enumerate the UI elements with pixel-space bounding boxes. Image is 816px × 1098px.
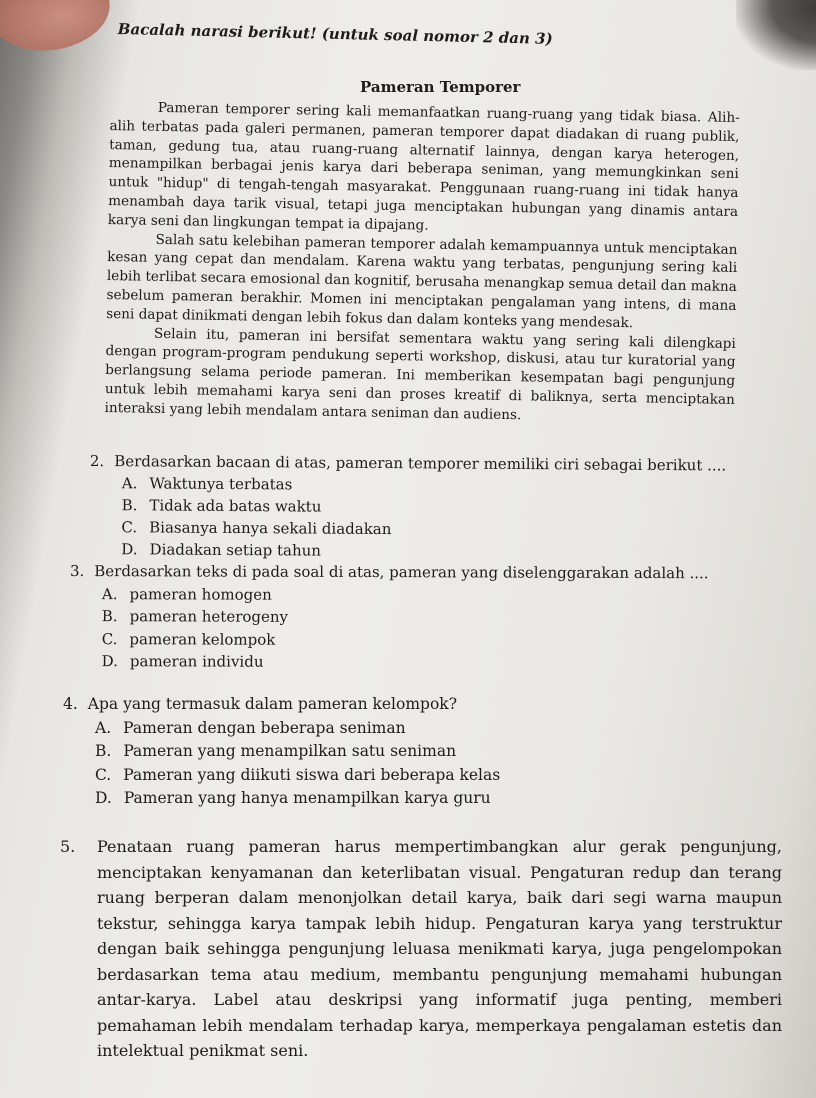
option-letter: C.: [95, 765, 112, 784]
answer-option[interactable]: [102, 605, 709, 630]
option-text: Pameran yang diikuti siswa dari beberapa kelas: [123, 765, 501, 784]
option-text: Pameran yang menampilkan satu seniman: [123, 742, 457, 760]
answer-options: [95, 717, 500, 811]
passage-paragraph: Selain itu, pameran ini bersifat sementara waktu yang sering kali dilengkapi dengan program-program pendukung seperti workshop, diskusi, atau tur kuratorial yang berlangsung selama periode pameran. Ini memberikan kesempatan bagi pengunjung untuk lebih memahami karya seni dan proses kreatif di baliknya, serta menciptakan interaksi yang lebih mendalam antara seniman dan audiens.: [104, 325, 736, 423]
option-letter: A.: [121, 474, 138, 493]
option-letter: B.: [121, 496, 138, 515]
option-text: Biasanya hanya sekali diadakan: [149, 518, 392, 539]
question-number: 2.: [89, 451, 105, 471]
option-letter: A.: [95, 718, 112, 737]
option-text: pameran kelompok: [129, 629, 276, 649]
question-text: Berdasarkan bacaan di atas, pameran temporer memiliki ciri sebagai berikut ....: [114, 452, 727, 475]
answer-option[interactable]: [95, 787, 500, 811]
option-text: Pameran yang hanya menampilkan karya guru: [123, 789, 491, 807]
answer-options: [102, 583, 709, 675]
option-text: pameran individu: [129, 652, 264, 671]
option-letter: C.: [121, 518, 138, 537]
question-text: Penataan ruang pameran harus mempertimbangkan alur gerak pengunjung, menciptakan kenyamanan dan keterlibatan visual. Pengaturan redup dan terang ruang berperan dalam menonjolkan detail karya, baik dari segi warna maupun tekstur, sehingga karya tampak lebih hidup. Pengaturan karya yang terstruktur dengan baik sehingga pengunjung leluasa menikmati karya, juga pengelompokan berdasarkan tema atau medium, membantu pengunjung memahami hubungan antar-karya. Label atau deskripsi yang informatif juga penting, memberi pemahaman lebih mendalam terhadap karya, memperkaya pengalaman estetis dan intelektual penikmat seni.: [97, 837, 782, 1060]
question-2: [89, 450, 726, 564]
option-letter: C.: [101, 629, 118, 648]
answer-option[interactable]: [102, 583, 709, 608]
option-letter: D.: [95, 789, 112, 807]
answer-option[interactable]: [95, 740, 500, 764]
answer-option[interactable]: [95, 764, 500, 788]
passage-paragraph: Pameran temporer sering kali memanfaatkan ruang-ruang yang tidak biasa. Alih-alih terbatas pada galeri permanen, pameran temporer dapat diadakan di ruang publik, taman, gedung tua, atau ruang-ruang alternatif lainnya, dengan karya heterogen, menampilkan berbagai jenis karya dari beberapa seniman, yang memungkinkan seni untuk "hidup" di tengah-tengah masyarakat. Penggunaan ruang-ruang ini tidak hanya menambah daya tarik visual, tetapi juga menciptakan hubungan yang dinamis antara karya seni dan lingkungan tempat ia dipajang.: [107, 99, 740, 234]
question-3: [70, 560, 709, 675]
question-text: Berdasarkan teks di pada soal di atas, pameran yang diselenggarakan adalah ....: [94, 562, 709, 583]
option-text: Pameran dengan beberapa seniman: [123, 718, 406, 737]
option-letter: B.: [95, 742, 112, 760]
option-text: Diadakan setiap tahun: [149, 540, 322, 560]
answer-option[interactable]: [95, 717, 500, 741]
option-text: pameran homogen: [129, 584, 272, 604]
passage-title: Pameran Temporer: [360, 78, 521, 96]
reading-passage: [104, 98, 739, 428]
option-letter: D.: [101, 652, 118, 671]
question-4: [63, 693, 500, 811]
question-5: [60, 834, 782, 1064]
option-letter: D.: [121, 540, 138, 559]
answer-option[interactable]: [102, 650, 709, 675]
question-stem: [70, 560, 709, 585]
option-letter: B.: [101, 607, 118, 626]
answer-option[interactable]: [102, 628, 709, 653]
reading-instruction: Bacalah narasi berikut! (untuk soal nomor 2 dan 3): [117, 20, 553, 48]
question-number: 3.: [69, 562, 85, 581]
question-number: 5.: [60, 837, 76, 856]
passage-paragraph: Salah satu kelebihan pameran temporer adalah kemampuannya untuk menciptakan kesan yang cepat dan mendalam. Karena waktu yang terbatas, pengunjung sering kali lebih terlibat secara emosional dan kognitif, berusaha menangkap semua detail dan makna sebelum pameran berakhir. Momen ini menciptakan pengalaman yang intens, di mana seni dapat dinikmati dengan lebih fokus dan dalam konteks yang mendesak.: [106, 231, 738, 331]
option-letter: A.: [101, 584, 118, 603]
option-text: pameran heterogeny: [129, 607, 289, 626]
question-stem: [63, 693, 500, 717]
question-number: 4.: [63, 695, 78, 713]
option-text: Tidak ada batas waktu: [149, 496, 322, 516]
option-text: Waktunya terbatas: [149, 474, 293, 494]
question-text: Apa yang termasuk dalam pameran kelompok?: [87, 695, 458, 713]
answer-options: [121, 472, 726, 564]
